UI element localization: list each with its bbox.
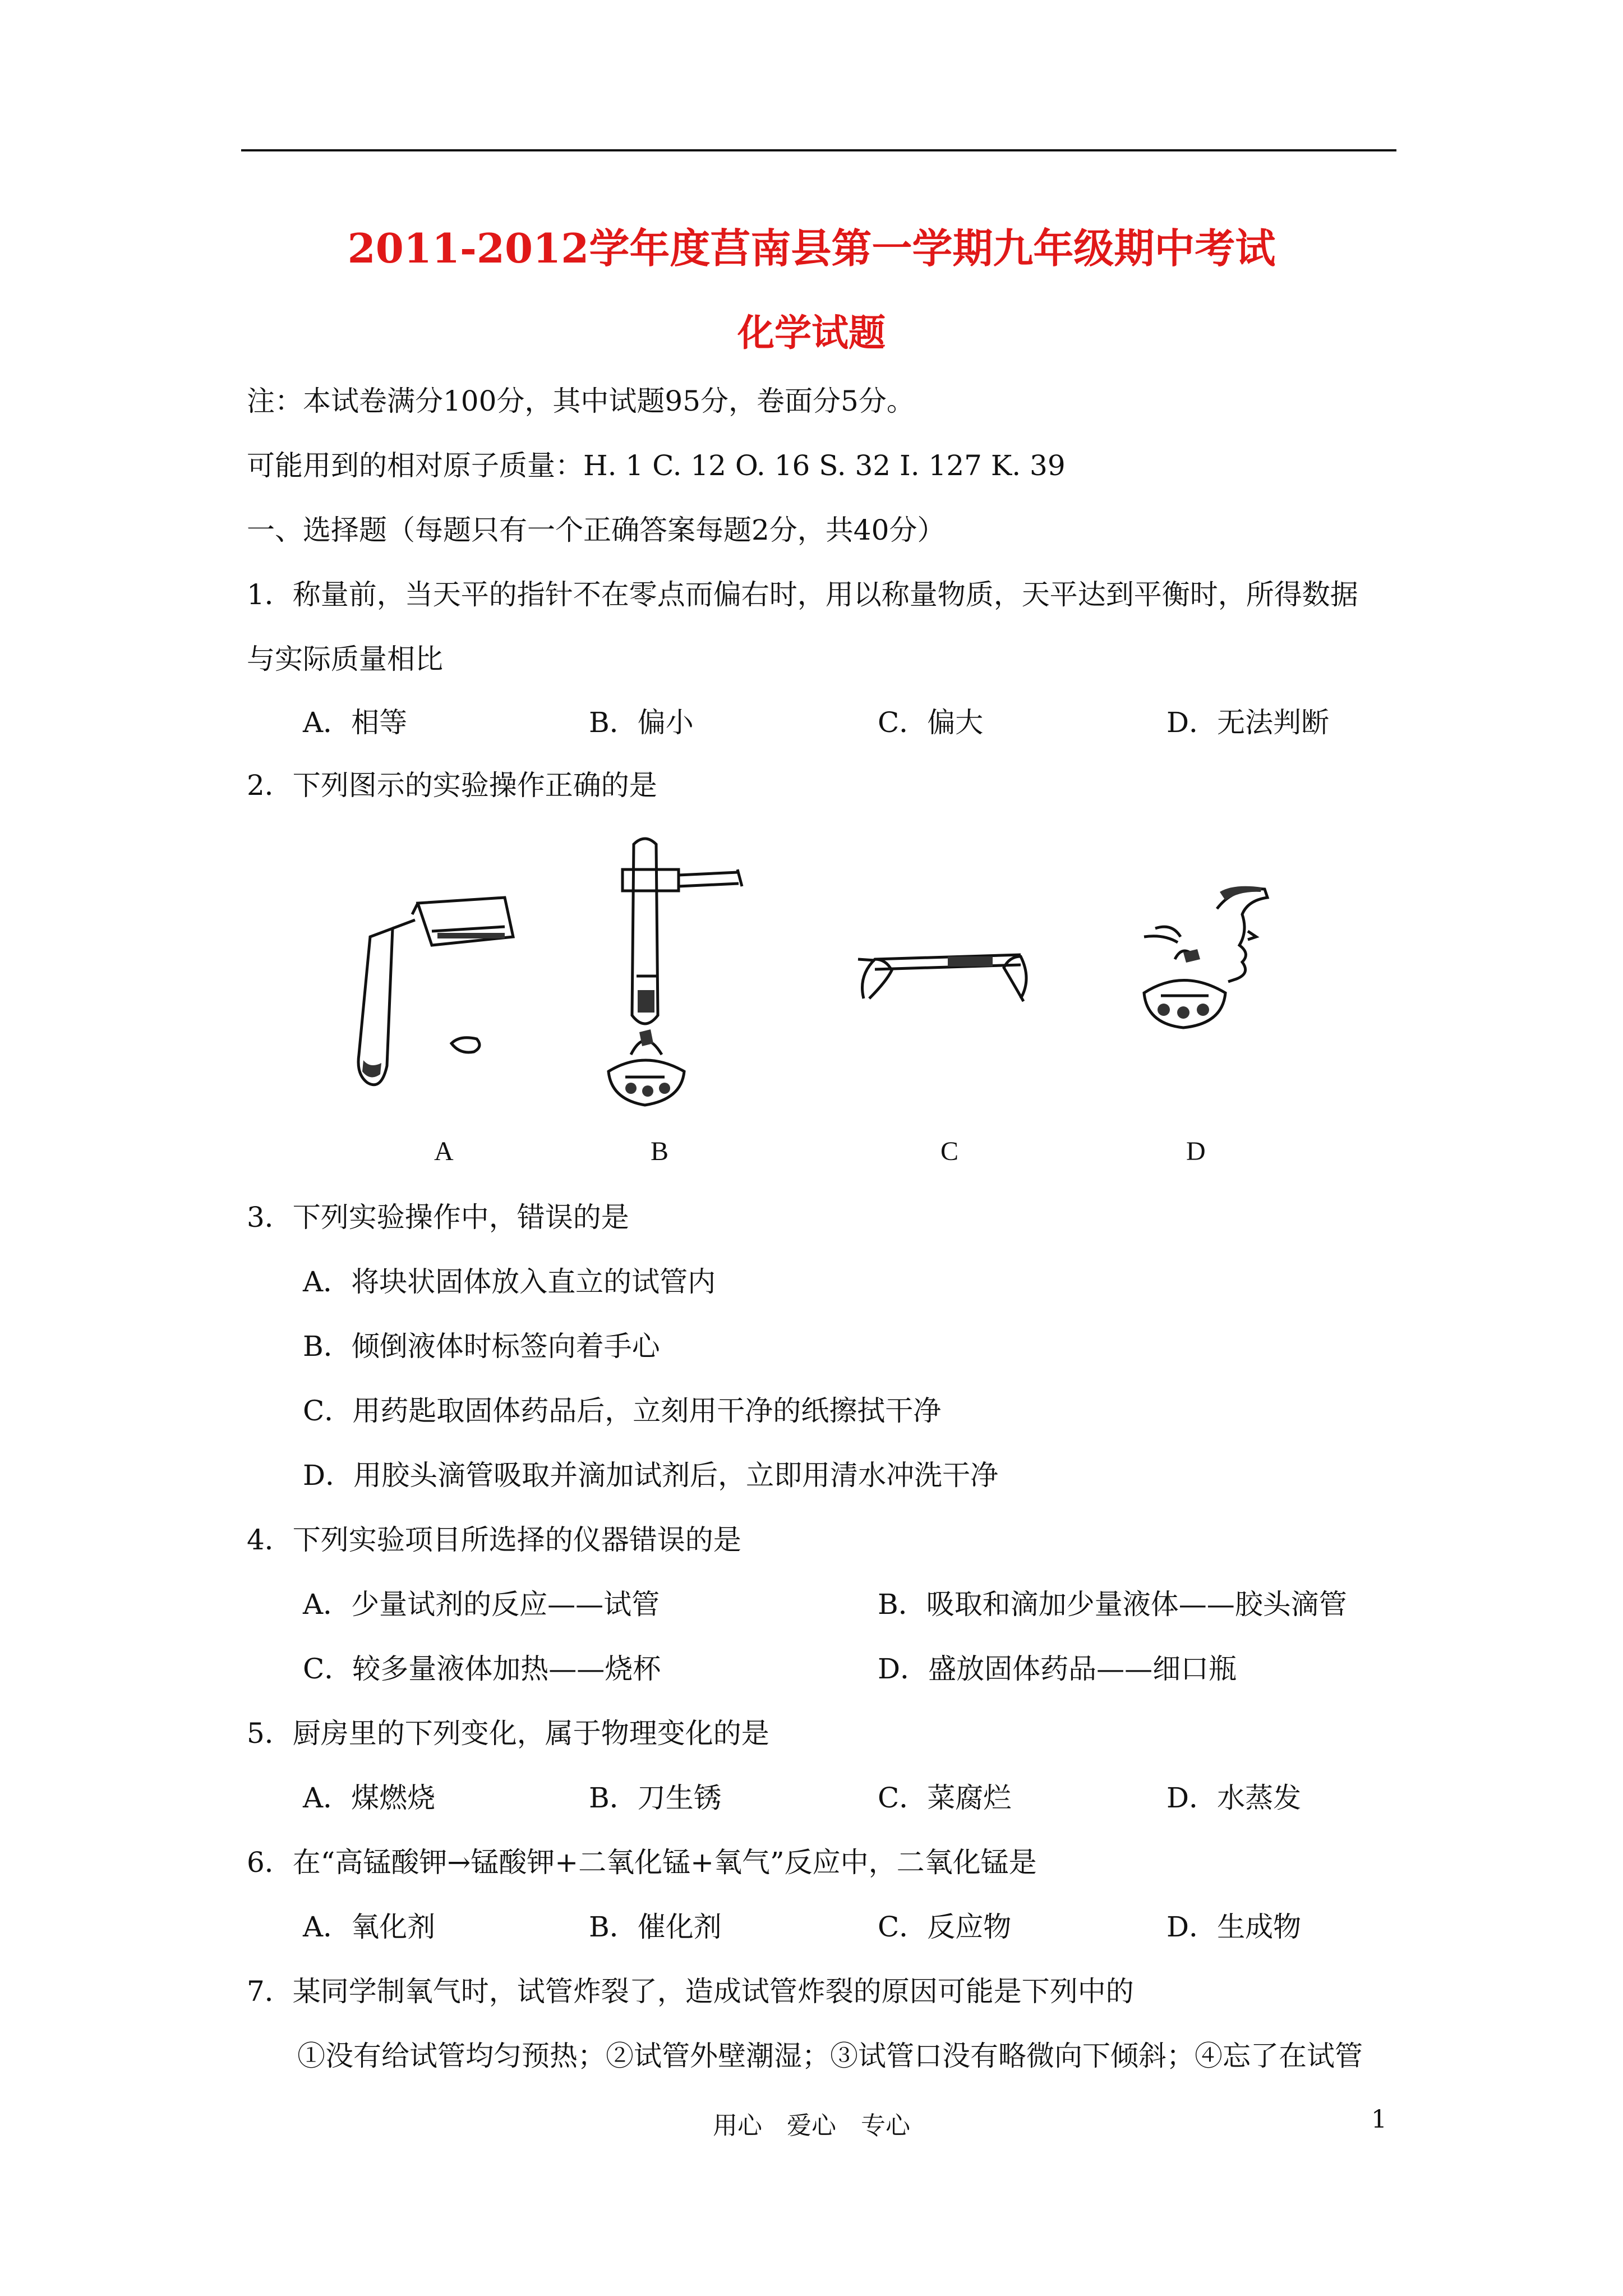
section-heading: 一、选择题（每题只有一个正确答案每题2分，共40分） bbox=[247, 514, 946, 546]
q5-option-a: A．煤燃烧 bbox=[303, 1782, 436, 1814]
q5-stem: 5．厨房里的下列变化，属于物理变化的是 bbox=[247, 1717, 769, 1750]
q1-stem-line1: 1．称量前，当天平的指针不在零点而偏右时，用以称量物质，天平达到平衡时，所得数据 bbox=[247, 578, 1358, 611]
figure-label-c: C bbox=[940, 1137, 959, 1166]
figure-c-holding-tube bbox=[852, 926, 1038, 1027]
q1-option-d: D．无法判断 bbox=[1166, 706, 1330, 739]
q4-option-b: B．吸取和滴加少量液体——胶头滴管 bbox=[878, 1588, 1347, 1621]
figure-d-smelling bbox=[1122, 875, 1290, 1066]
q5-option-d: D．水蒸发 bbox=[1166, 1782, 1302, 1814]
atomic-masses: 可能用到的相对原子质量：H. 1 C. 12 O. 16 S. 32 I. 127 K. 39 bbox=[247, 449, 1066, 482]
q3-stem: 3．下列实验操作中，错误的是 bbox=[247, 1201, 629, 1234]
q5-option-c: C．菜腐烂 bbox=[878, 1782, 1012, 1814]
page-number: 1 bbox=[1371, 2105, 1387, 2134]
q4-option-c: C．较多量液体加热——烧杯 bbox=[303, 1653, 661, 1685]
figure-label-b: B bbox=[651, 1137, 669, 1166]
q5-option-b: B．刀生锈 bbox=[589, 1782, 722, 1814]
q4-option-a: A．少量试剂的反应——试管 bbox=[303, 1588, 660, 1621]
q1-stem-line2: 与实际质量相比 bbox=[247, 643, 443, 675]
q4-stem: 4．下列实验项目所选择的仪器错误的是 bbox=[247, 1524, 741, 1556]
q4-option-d: D．盛放固体药品——细口瓶 bbox=[878, 1653, 1237, 1685]
q7-detail: ①没有给试管均匀预热；②试管外壁潮湿；③试管口没有略微向下倾斜；④忘了在试管 bbox=[297, 2040, 1363, 2072]
q2-stem: 2．下列图示的实验操作正确的是 bbox=[247, 769, 657, 802]
score-note: 注：本试卷满分100分，其中试题95分，卷面分5分。 bbox=[247, 385, 915, 417]
q6-option-d: D．生成物 bbox=[1166, 1911, 1302, 1943]
q6-stem: 6．在“高锰酸钾→锰酸钾+二氧化锰+氧气”反应中，二氧化锰是 bbox=[247, 1846, 1037, 1879]
q1-option-c: C．偏大 bbox=[878, 706, 984, 739]
q7-stem: 7．某同学制氧气时，试管炸裂了，造成试管炸裂的原因可能是下列中的 bbox=[247, 1975, 1134, 2008]
q6-option-a: A．氧化剂 bbox=[303, 1911, 436, 1943]
figure-a-pouring bbox=[353, 875, 522, 1099]
q6-option-c: C．反应物 bbox=[878, 1911, 1012, 1943]
exam-subtitle: 化学试题 bbox=[737, 311, 886, 355]
q3-option-c: C．用药匙取固体药品后，立刻用干净的纸擦拭干净 bbox=[303, 1395, 942, 1427]
header-rule bbox=[241, 149, 1396, 151]
footer-motto: 用心 爱心 专心 bbox=[713, 2111, 910, 2140]
q1-option-a: A．相等 bbox=[303, 706, 408, 739]
q6-option-b: B．催化剂 bbox=[589, 1911, 722, 1943]
exam-title: 2011-2012学年度莒南县第一学期九年级期中考试 bbox=[347, 224, 1276, 272]
q1-option-b: B．偏小 bbox=[589, 706, 694, 739]
figure-b-heating bbox=[592, 830, 777, 1116]
q3-option-b: B．倾倒液体时标签向着手心 bbox=[303, 1330, 660, 1363]
q3-option-d: D．用胶头滴管吸取并滴加试剂后，立即用清水冲洗干净 bbox=[303, 1459, 999, 1492]
figure-label-a: A bbox=[434, 1137, 454, 1166]
figure-label-d: D bbox=[1186, 1137, 1206, 1166]
q3-option-a: A．将块状固体放入直立的试管内 bbox=[303, 1266, 716, 1298]
